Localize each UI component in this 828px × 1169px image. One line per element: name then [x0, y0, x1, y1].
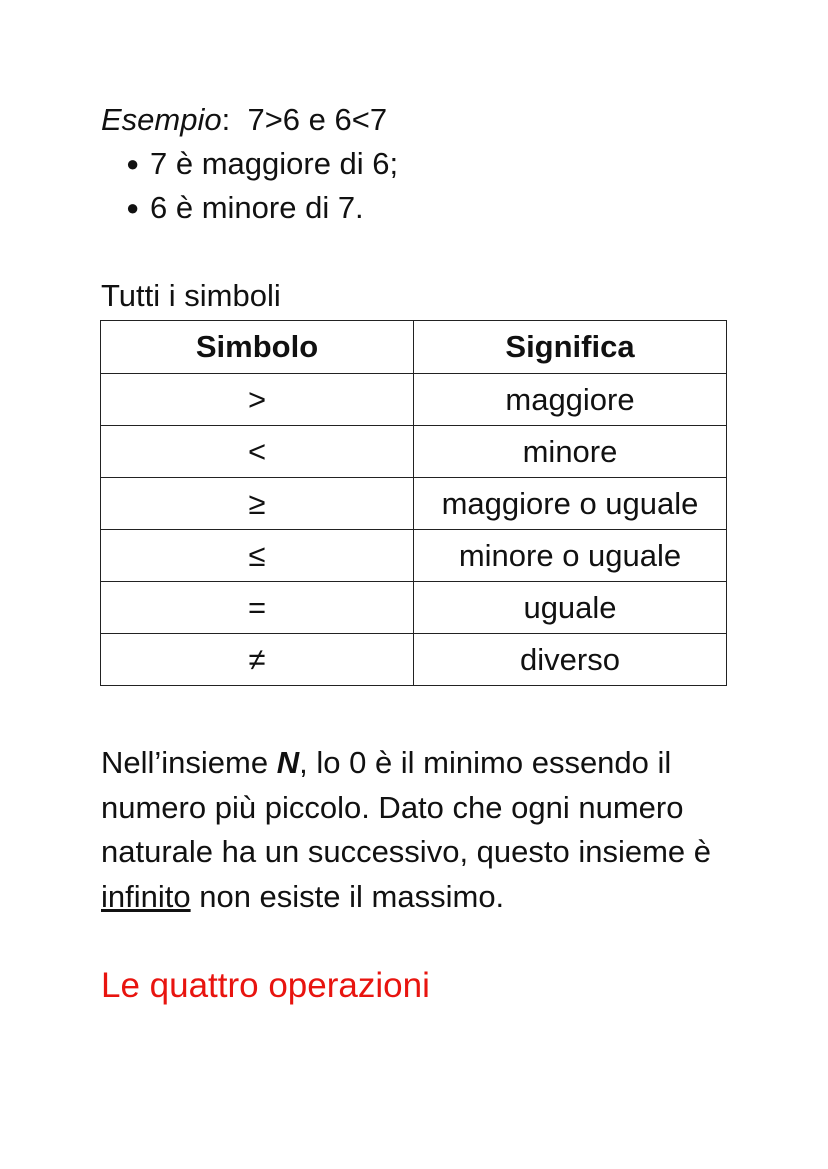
symbol-cell: ≠ [101, 634, 414, 686]
natural-numbers-paragraph [101, 741, 741, 919]
meaning-cell: maggiore o uguale [414, 478, 727, 530]
symbols-table [100, 320, 727, 686]
bullet-icon: ● [126, 195, 140, 220]
table-row [101, 582, 727, 634]
symbol-cell: = [101, 582, 414, 634]
meaning-cell: maggiore [414, 374, 727, 426]
example-label: Esempio [101, 102, 222, 137]
bullet-icon: ● [126, 151, 140, 176]
list-item [126, 142, 398, 186]
example-line [101, 98, 387, 142]
symbol-cell: ≥ [101, 478, 414, 530]
meaning-cell: uguale [414, 582, 727, 634]
example-separator: : [221, 102, 231, 137]
underlined-term-infinito: infinito [101, 878, 191, 914]
bullet-text: 7 è maggiore di 6; [150, 146, 399, 181]
table-row [101, 426, 727, 478]
table-caption: Tutti i simboli [101, 278, 281, 313]
symbol-cell: < [101, 426, 414, 478]
example-bullet-list [126, 142, 398, 230]
table-row [101, 634, 727, 686]
bullet-text: 6 è minore di 7. [150, 190, 364, 225]
example-expression: 7>6 e 6<7 [230, 102, 388, 137]
table-row [101, 530, 727, 582]
table-row [101, 478, 727, 530]
list-item [126, 186, 398, 230]
column-header-symbol: Simbolo [101, 321, 414, 374]
symbol-cell: ≤ [101, 530, 414, 582]
meaning-cell: minore [414, 426, 727, 478]
section-heading: Le quattro operazioni [101, 966, 430, 1005]
column-header-meaning: Significa [414, 321, 727, 374]
table-row [101, 374, 727, 426]
paragraph-text-end: non esiste il massimo. [190, 878, 505, 914]
symbol-cell: > [101, 374, 414, 426]
paragraph-text-start: Nell’insieme [101, 745, 277, 780]
meaning-cell: minore o uguale [414, 530, 727, 582]
table-header-row [101, 321, 727, 374]
set-n-symbol: N [276, 745, 300, 780]
meaning-cell: diverso [414, 634, 727, 686]
paragraph-text-middle: , lo 0 è il minimo essendo il numero più piccolo. Dato che ogni numero naturale ha un successivo, questo insieme è [101, 745, 712, 869]
